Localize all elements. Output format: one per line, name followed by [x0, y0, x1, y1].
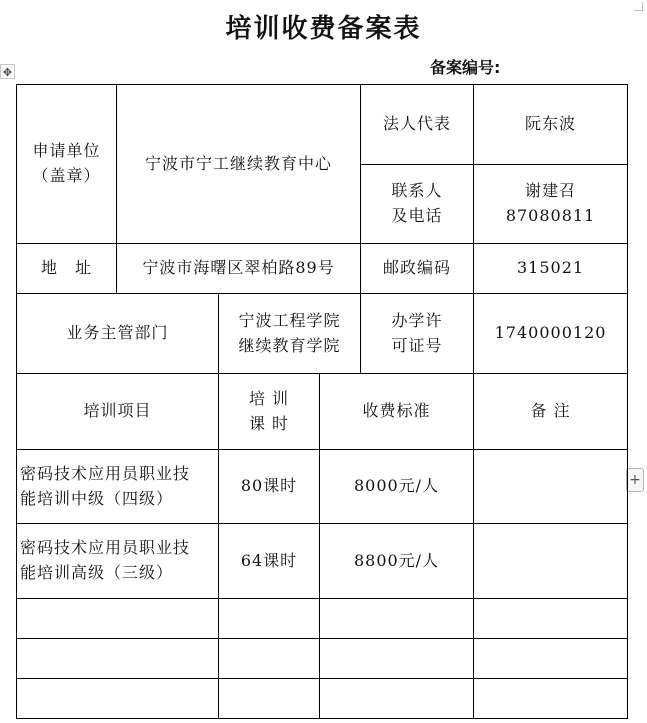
- empty-row: [17, 599, 628, 639]
- legal-rep-label-cell: [361, 85, 474, 165]
- project-cell[interactable]: [17, 450, 219, 524]
- header-project: 培训项目: [17, 374, 219, 450]
- project-line2: 能培训中级（四级）: [20, 488, 174, 508]
- fee-cell[interactable]: 8800元/人: [320, 524, 474, 599]
- contact-phone: 87080811: [505, 206, 596, 225]
- permit-label-line1: 办学许: [391, 310, 443, 330]
- empty-row: [17, 639, 628, 679]
- dept-value-cell[interactable]: [219, 294, 361, 374]
- header-hours-cell: [219, 374, 320, 450]
- add-row-plus-icon[interactable]: +: [626, 468, 644, 492]
- dept-value-line2: 继续教育学院: [238, 335, 341, 355]
- empty-cell[interactable]: [219, 599, 320, 639]
- table-row: [17, 524, 628, 599]
- contact-label: 联系人: [391, 181, 443, 201]
- header-hours-line1: 培 训: [248, 388, 290, 408]
- table-move-handle-icon[interactable]: ✥: [0, 64, 15, 79]
- project-cell[interactable]: [17, 524, 219, 599]
- empty-cell[interactable]: [474, 679, 628, 719]
- contact-name: 谢建召: [525, 181, 577, 201]
- empty-cell[interactable]: [320, 599, 474, 639]
- legal-rep-value: 阮东波: [525, 114, 577, 134]
- project-line1: 密码技术应用员职业技: [20, 538, 191, 558]
- postcode-label: 邮政编码: [383, 258, 452, 278]
- postcode-value-cell[interactable]: [474, 244, 628, 294]
- empty-cell[interactable]: [17, 679, 219, 719]
- hours-cell[interactable]: 64课时: [219, 524, 320, 599]
- empty-cell[interactable]: [219, 639, 320, 679]
- permit-value-cell[interactable]: [474, 294, 628, 374]
- remark-cell[interactable]: [474, 450, 628, 524]
- postcode-label-cell: [361, 244, 474, 294]
- address-value-cell[interactable]: [117, 244, 361, 294]
- address-label-cell: [17, 244, 117, 294]
- empty-cell[interactable]: [320, 679, 474, 719]
- contact-label-cell: [361, 165, 474, 244]
- empty-cell[interactable]: [17, 639, 219, 679]
- contact-phone-label: 及电话: [391, 206, 443, 225]
- empty-cell[interactable]: [219, 679, 320, 719]
- empty-row: [17, 679, 628, 719]
- table-row: [17, 450, 628, 524]
- empty-cell[interactable]: [17, 599, 219, 639]
- empty-cell[interactable]: [320, 639, 474, 679]
- empty-cell[interactable]: [474, 599, 628, 639]
- remark-cell[interactable]: [474, 524, 628, 599]
- permit-label-cell: [361, 294, 474, 374]
- legal-rep-value-cell[interactable]: [474, 85, 628, 165]
- applicant-value: 宁波市宁工继续教育中心: [145, 153, 333, 173]
- address-label: 地 址: [40, 258, 92, 278]
- applicant-label: 申请单位: [32, 141, 101, 161]
- legal-rep-label: 法人代表: [383, 114, 452, 134]
- fee-cell[interactable]: 8000元/人: [320, 450, 474, 524]
- applicant-seal-label: （盖章）: [32, 166, 101, 185]
- contact-value-cell[interactable]: [474, 165, 628, 244]
- empty-cell[interactable]: [474, 639, 628, 679]
- permit-value: 1740000120: [494, 323, 607, 343]
- fee-record-table: [16, 84, 628, 719]
- document-title: 培训收费备案表: [225, 14, 422, 44]
- record-number-label: 备案编号:: [430, 58, 501, 77]
- dept-label-cell: [17, 294, 219, 374]
- header-hours-line2: 课 时: [248, 413, 290, 433]
- applicant-value-cell[interactable]: [117, 85, 361, 244]
- postcode-value: 315021: [516, 258, 585, 278]
- permit-label-line2: 可证号: [391, 335, 443, 355]
- hours-cell[interactable]: 80课时: [219, 450, 320, 524]
- project-line1: 密码技术应用员职业技: [20, 463, 191, 483]
- header-remark: 备 注: [474, 374, 628, 450]
- header-fee: 收费标准: [320, 374, 474, 450]
- address-value: 宁波市海曙区翠柏路89号: [142, 258, 335, 278]
- applicant-label-cell: [17, 85, 117, 244]
- dept-value-line1: 宁波工程学院: [238, 310, 341, 330]
- project-line2: 能培训高级（三级）: [20, 563, 174, 582]
- dept-label: 业务主管部门: [66, 323, 169, 343]
